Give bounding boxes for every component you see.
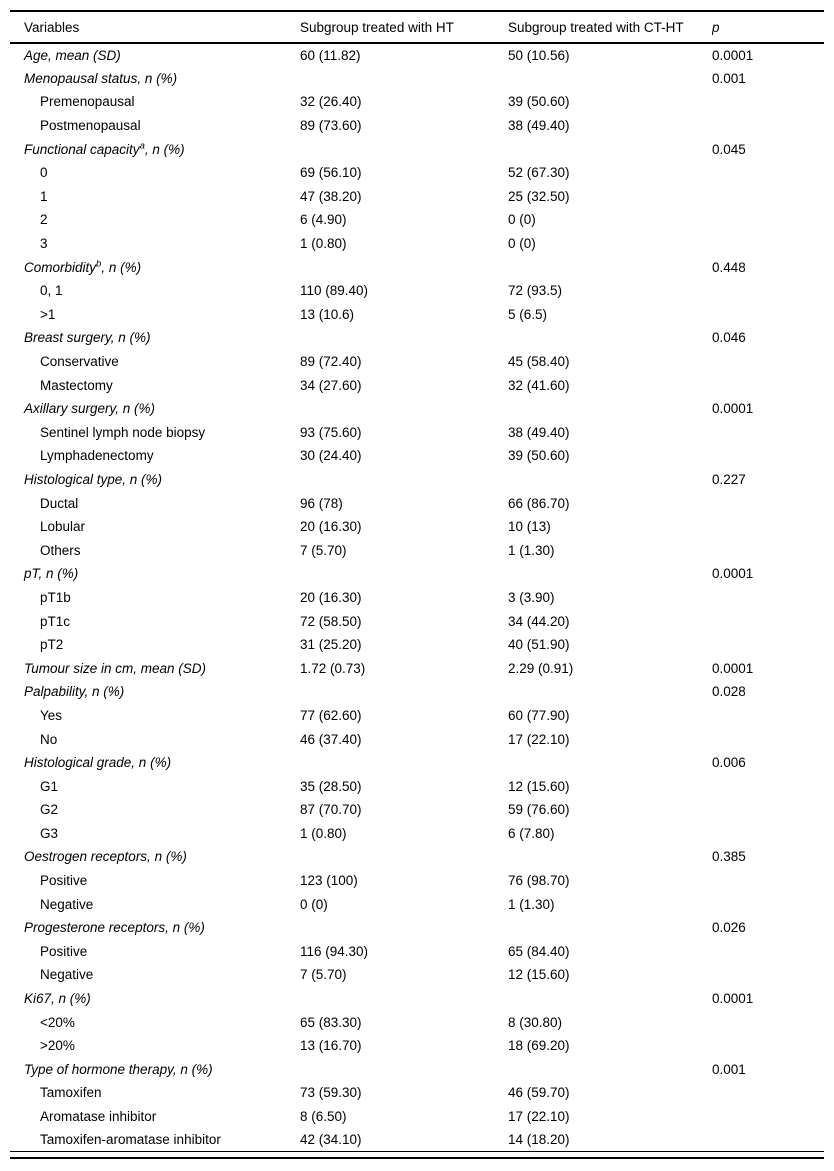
variable-label: Histological grade, n (%) bbox=[24, 755, 172, 771]
table-row bbox=[10, 538, 824, 562]
variable-label: Type of hormone therapy, n (%) bbox=[24, 1061, 213, 1077]
patient-characteristics-table bbox=[10, 10, 824, 1152]
variable-label: Comorbidity bbox=[24, 259, 97, 275]
variable-label: Tamoxifen bbox=[40, 1085, 102, 1101]
p-value-cell bbox=[712, 727, 824, 751]
ht-value-cell: 31 (25.20) bbox=[300, 637, 362, 653]
table-row bbox=[10, 350, 824, 374]
table-row bbox=[10, 397, 824, 421]
table-body bbox=[10, 43, 824, 1152]
variable-cell bbox=[10, 940, 300, 964]
table-row bbox=[10, 161, 824, 185]
ht-value-cell: 1.72 (0.73) bbox=[300, 660, 366, 676]
ht-value-cell: 0 (0) bbox=[300, 896, 328, 912]
ct-ht-value-cell: 72 (93.5) bbox=[508, 283, 563, 299]
ht-value-cell bbox=[300, 397, 508, 421]
ct-ht-value-cell: 1 (1.30) bbox=[508, 896, 555, 912]
ct-ht-value-cell: 39 (50.60) bbox=[508, 448, 570, 464]
ct-ht-value-cell: 32 (41.60) bbox=[508, 377, 570, 393]
variable-label-suffix: , n (%) bbox=[144, 141, 185, 157]
ct-ht-value-cell: 10 (13) bbox=[508, 519, 551, 535]
ht-value-cell: 1 (0.80) bbox=[300, 236, 347, 252]
p-value-cell bbox=[712, 185, 824, 209]
table-bottom-rule bbox=[10, 1157, 824, 1159]
variable-label: Menopausal status, n (%) bbox=[24, 70, 178, 86]
p-value-cell bbox=[712, 232, 824, 256]
p-value-cell bbox=[712, 586, 824, 610]
p-value-cell bbox=[712, 421, 824, 445]
ct-ht-value-cell bbox=[508, 916, 712, 940]
ct-ht-value-cell bbox=[508, 326, 712, 350]
p-value-cell: 0.006 bbox=[712, 755, 746, 771]
variable-label: Functional capacity bbox=[24, 141, 140, 157]
p-value-cell: 0.001 bbox=[712, 1061, 746, 1077]
ct-ht-value-cell: 46 (59.70) bbox=[508, 1085, 570, 1101]
p-value-cell bbox=[712, 350, 824, 374]
ct-ht-value-cell bbox=[508, 680, 712, 704]
variable-label: Sentinel lymph node biopsy bbox=[40, 424, 206, 440]
ct-ht-value-cell: 8 (30.80) bbox=[508, 1014, 563, 1030]
p-value-cell bbox=[712, 609, 824, 633]
variable-label: Age, mean (SD) bbox=[24, 47, 121, 63]
variable-label: Negative bbox=[40, 967, 94, 983]
variable-cell bbox=[10, 43, 300, 67]
p-value-cell bbox=[712, 303, 824, 327]
table-row bbox=[10, 137, 824, 161]
variable-label: Positive bbox=[40, 943, 88, 959]
variable-cell bbox=[10, 137, 300, 161]
ht-value-cell: 35 (28.50) bbox=[300, 778, 362, 794]
p-value-cell: 0.026 bbox=[712, 920, 746, 936]
ht-value-cell bbox=[300, 751, 508, 775]
variable-cell bbox=[10, 444, 300, 468]
variable-label: G2 bbox=[40, 802, 59, 818]
ct-ht-value-cell bbox=[508, 468, 712, 492]
p-value-cell: 0.0001 bbox=[712, 401, 754, 417]
variable-label: Palpability, n (%) bbox=[24, 684, 125, 700]
table-row bbox=[10, 255, 824, 279]
variable-cell bbox=[10, 963, 300, 987]
variable-label: 0, 1 bbox=[40, 283, 63, 299]
variable-cell bbox=[10, 326, 300, 350]
p-value-cell bbox=[712, 940, 824, 964]
p-value-cell bbox=[712, 279, 824, 303]
p-value-cell bbox=[712, 774, 824, 798]
table-row bbox=[10, 279, 824, 303]
table-row bbox=[10, 43, 824, 67]
table-row bbox=[10, 680, 824, 704]
variable-cell bbox=[10, 727, 300, 751]
table-row bbox=[10, 869, 824, 893]
table-row bbox=[10, 751, 824, 775]
variable-cell bbox=[10, 468, 300, 492]
variable-cell bbox=[10, 350, 300, 374]
variable-cell bbox=[10, 1105, 300, 1129]
ct-ht-value-cell: 45 (58.40) bbox=[508, 354, 570, 370]
variable-cell bbox=[10, 680, 300, 704]
ht-value-cell: 87 (70.70) bbox=[300, 802, 362, 818]
ht-value-cell: 20 (16.30) bbox=[300, 519, 362, 535]
ct-ht-value-cell bbox=[508, 751, 712, 775]
variable-cell bbox=[10, 279, 300, 303]
variable-label: >1 bbox=[40, 306, 56, 322]
p-value-cell bbox=[712, 704, 824, 728]
variable-cell bbox=[10, 562, 300, 586]
table-row bbox=[10, 940, 824, 964]
ct-ht-value-cell: 12 (15.60) bbox=[508, 778, 570, 794]
ht-value-cell: 60 (11.82) bbox=[300, 47, 361, 63]
ct-ht-value-cell bbox=[508, 255, 712, 279]
ct-ht-value-cell bbox=[508, 987, 712, 1011]
ct-ht-value-cell: 2.29 (0.91) bbox=[508, 660, 574, 676]
table-header-row bbox=[10, 11, 824, 43]
ht-value-cell bbox=[300, 255, 508, 279]
table-row bbox=[10, 586, 824, 610]
ct-ht-value-cell: 25 (32.50) bbox=[508, 188, 570, 204]
ht-value-cell bbox=[300, 67, 508, 91]
variable-label: Positive bbox=[40, 873, 88, 889]
variable-label: G3 bbox=[40, 825, 59, 841]
variable-cell bbox=[10, 538, 300, 562]
p-value-cell bbox=[712, 1034, 824, 1058]
ht-value-cell bbox=[300, 468, 508, 492]
p-value-cell: 0.227 bbox=[712, 471, 746, 487]
p-value-cell bbox=[712, 892, 824, 916]
table-row bbox=[10, 114, 824, 138]
variable-cell bbox=[10, 90, 300, 114]
table-row bbox=[10, 892, 824, 916]
ct-ht-value-cell: 52 (67.30) bbox=[508, 165, 570, 181]
ht-value-cell: 32 (26.40) bbox=[300, 94, 362, 110]
variable-cell bbox=[10, 303, 300, 327]
table-row bbox=[10, 421, 824, 445]
variable-cell bbox=[10, 515, 300, 539]
variable-label: Negative bbox=[40, 896, 94, 912]
p-value-cell bbox=[712, 1105, 824, 1129]
variable-label: Progesterone receptors, n (%) bbox=[24, 920, 205, 936]
ct-ht-value-cell: 39 (50.60) bbox=[508, 94, 570, 110]
ht-value-cell: 89 (73.60) bbox=[300, 118, 362, 134]
variable-label: Tamoxifen-aromatase inhibitor bbox=[40, 1132, 221, 1148]
p-value-cell bbox=[712, 114, 824, 138]
variable-cell bbox=[10, 1081, 300, 1105]
variable-label: 3 bbox=[40, 236, 48, 252]
p-value-cell bbox=[712, 633, 824, 657]
p-value-cell bbox=[712, 538, 824, 562]
ht-value-cell: 96 (78) bbox=[300, 495, 343, 511]
p-value-cell: 0.046 bbox=[712, 330, 746, 346]
p-value-cell bbox=[712, 1010, 824, 1034]
variable-label: No bbox=[40, 731, 58, 747]
variable-label: Oestrogen receptors, n (%) bbox=[24, 849, 187, 865]
table-row bbox=[10, 208, 824, 232]
variable-cell bbox=[10, 232, 300, 256]
ct-ht-value-cell: 6 (7.80) bbox=[508, 825, 555, 841]
ht-value-cell bbox=[300, 680, 508, 704]
ht-value-cell: 7 (5.70) bbox=[300, 967, 347, 983]
p-value-cell bbox=[712, 515, 824, 539]
table-row bbox=[10, 798, 824, 822]
ht-value-cell bbox=[300, 916, 508, 940]
ht-value-cell: 123 (100) bbox=[300, 873, 358, 889]
p-value-cell: 0.045 bbox=[712, 141, 746, 157]
variable-cell bbox=[10, 373, 300, 397]
p-value-cell bbox=[712, 822, 824, 846]
variable-label: pT2 bbox=[40, 637, 64, 653]
ct-ht-value-cell: 14 (18.20) bbox=[508, 1132, 570, 1148]
footnote-marker: b bbox=[96, 258, 102, 270]
table-row bbox=[10, 774, 824, 798]
table-row bbox=[10, 468, 824, 492]
table-row bbox=[10, 1034, 824, 1058]
p-value-cell: 0.001 bbox=[712, 70, 746, 86]
variable-cell bbox=[10, 916, 300, 940]
p-value-cell bbox=[712, 90, 824, 114]
variable-cell bbox=[10, 114, 300, 138]
ct-ht-value-cell: 50 (10.56) bbox=[508, 47, 570, 63]
variable-cell bbox=[10, 1128, 300, 1152]
variable-cell bbox=[10, 822, 300, 846]
ht-value-cell: 46 (37.40) bbox=[300, 731, 362, 747]
ct-ht-value-cell: 59 (76.60) bbox=[508, 802, 570, 818]
table-row bbox=[10, 232, 824, 256]
table-row bbox=[10, 185, 824, 209]
p-value-cell: 0.0001 bbox=[712, 991, 754, 1007]
table-row bbox=[10, 1105, 824, 1129]
variable-cell bbox=[10, 987, 300, 1011]
ct-ht-value-cell: 5 (6.5) bbox=[508, 306, 548, 322]
ct-ht-value-cell: 1 (1.30) bbox=[508, 542, 555, 558]
variable-label: 1 bbox=[40, 188, 48, 204]
ht-value-cell: 20 (16.30) bbox=[300, 589, 362, 605]
variable-cell bbox=[10, 586, 300, 610]
p-value-cell bbox=[712, 963, 824, 987]
variable-label: Lymphadenectomy bbox=[40, 448, 154, 464]
variable-label: Lobular bbox=[40, 519, 86, 535]
variable-cell bbox=[10, 1010, 300, 1034]
ct-ht-value-cell: 60 (77.90) bbox=[508, 707, 570, 723]
ht-value-cell: 110 (89.40) bbox=[300, 283, 369, 299]
variable-cell bbox=[10, 869, 300, 893]
p-value-cell: 0.385 bbox=[712, 849, 746, 865]
variable-label: <20% bbox=[40, 1014, 75, 1030]
variable-label-suffix: , n (%) bbox=[101, 259, 142, 275]
variable-label: Tumour size in cm, mean (SD) bbox=[24, 660, 207, 676]
variable-label: G1 bbox=[40, 778, 59, 794]
variable-cell bbox=[10, 208, 300, 232]
variable-cell bbox=[10, 656, 300, 680]
table-row bbox=[10, 987, 824, 1011]
p-value-cell bbox=[712, 491, 824, 515]
variable-cell bbox=[10, 185, 300, 209]
variable-cell bbox=[10, 892, 300, 916]
ct-ht-value-cell: 38 (49.40) bbox=[508, 424, 570, 440]
table-row bbox=[10, 727, 824, 751]
ht-value-cell: 34 (27.60) bbox=[300, 377, 362, 393]
ht-value-cell bbox=[300, 845, 508, 869]
ct-ht-value-cell bbox=[508, 137, 712, 161]
ht-value-cell bbox=[300, 326, 508, 350]
variable-label: Postmenopausal bbox=[40, 118, 141, 134]
variable-label: pT1b bbox=[40, 589, 71, 605]
variable-cell bbox=[10, 255, 300, 279]
ct-ht-value-cell: 3 (3.90) bbox=[508, 589, 555, 605]
variable-cell bbox=[10, 421, 300, 445]
p-value-cell: 0.0001 bbox=[712, 660, 754, 676]
ct-ht-value-cell bbox=[508, 562, 712, 586]
table-row bbox=[10, 704, 824, 728]
p-value-cell bbox=[712, 444, 824, 468]
ht-value-cell: 1 (0.80) bbox=[300, 825, 347, 841]
ht-value-cell: 69 (56.10) bbox=[300, 165, 362, 181]
variable-label: Yes bbox=[40, 707, 63, 723]
footnote-marker: a bbox=[139, 140, 145, 152]
ct-ht-value-cell: 17 (22.10) bbox=[508, 1109, 570, 1125]
variable-label: pT1c bbox=[40, 613, 71, 629]
ct-ht-value-cell: 38 (49.40) bbox=[508, 118, 570, 134]
table-row bbox=[10, 633, 824, 657]
table-row bbox=[10, 515, 824, 539]
variable-cell bbox=[10, 774, 300, 798]
variable-label: Breast surgery, n (%) bbox=[24, 330, 151, 346]
ht-value-cell: 89 (72.40) bbox=[300, 354, 362, 370]
variable-label: Aromatase inhibitor bbox=[40, 1109, 157, 1125]
header-subgroup-ht: Subgroup treated with HT bbox=[300, 11, 508, 43]
ht-value-cell: 73 (59.30) bbox=[300, 1085, 362, 1101]
variable-label: pT, n (%) bbox=[24, 566, 79, 582]
variable-cell bbox=[10, 491, 300, 515]
ct-ht-value-cell: 12 (15.60) bbox=[508, 967, 570, 983]
p-value-cell bbox=[712, 161, 824, 185]
header-p-value: p bbox=[712, 11, 824, 43]
ct-ht-value-cell: 65 (84.40) bbox=[508, 943, 570, 959]
table-row bbox=[10, 1010, 824, 1034]
variable-cell bbox=[10, 704, 300, 728]
table-row bbox=[10, 1081, 824, 1105]
table-row bbox=[10, 491, 824, 515]
ct-ht-value-cell: 0 (0) bbox=[508, 236, 536, 252]
variable-label: 0 bbox=[40, 165, 48, 181]
ht-value-cell bbox=[300, 987, 508, 1011]
p-value-cell: 0.0001 bbox=[712, 566, 754, 582]
ht-value-cell: 7 (5.70) bbox=[300, 542, 347, 558]
variable-label: Others bbox=[40, 542, 81, 558]
variable-label: Mastectomy bbox=[40, 377, 113, 393]
ht-value-cell: 65 (83.30) bbox=[300, 1014, 362, 1030]
ht-value-cell: 47 (38.20) bbox=[300, 188, 362, 204]
ht-value-cell: 77 (62.60) bbox=[300, 707, 362, 723]
ht-value-cell bbox=[300, 137, 508, 161]
table-row bbox=[10, 326, 824, 350]
variable-cell bbox=[10, 751, 300, 775]
variable-label: Premenopausal bbox=[40, 94, 135, 110]
table-row bbox=[10, 963, 824, 987]
variable-cell bbox=[10, 845, 300, 869]
ht-value-cell: 42 (34.10) bbox=[300, 1132, 362, 1148]
ht-value-cell: 6 (4.90) bbox=[300, 212, 347, 228]
variable-label: 2 bbox=[40, 212, 48, 228]
p-value-cell bbox=[712, 1128, 824, 1152]
variable-label: Ki67, n (%) bbox=[24, 991, 91, 1007]
p-value-cell bbox=[712, 798, 824, 822]
variable-label: >20% bbox=[40, 1038, 75, 1054]
header-subgroup-ct-ht: Subgroup treated with CT-HT bbox=[508, 11, 712, 43]
variable-cell bbox=[10, 798, 300, 822]
variable-cell bbox=[10, 1058, 300, 1082]
ct-ht-value-cell: 66 (86.70) bbox=[508, 495, 570, 511]
variable-label: Axillary surgery, n (%) bbox=[24, 401, 156, 417]
table-row bbox=[10, 373, 824, 397]
ht-value-cell: 93 (75.60) bbox=[300, 424, 362, 440]
ht-value-cell: 72 (58.50) bbox=[300, 613, 362, 629]
table-row bbox=[10, 562, 824, 586]
ct-ht-value-cell: 34 (44.20) bbox=[508, 613, 570, 629]
ct-ht-value-cell bbox=[508, 845, 712, 869]
variable-cell bbox=[10, 609, 300, 633]
table-row bbox=[10, 303, 824, 327]
ht-value-cell: 13 (10.6) bbox=[300, 306, 355, 322]
header-variables: Variables bbox=[10, 11, 300, 43]
ht-value-cell: 30 (24.40) bbox=[300, 448, 362, 464]
table-row bbox=[10, 916, 824, 940]
p-value-cell bbox=[712, 1081, 824, 1105]
ct-ht-value-cell: 0 (0) bbox=[508, 212, 536, 228]
variable-cell bbox=[10, 67, 300, 91]
p-value-cell: 0.0001 bbox=[712, 47, 754, 63]
ct-ht-value-cell bbox=[508, 397, 712, 421]
p-value-cell: 0.028 bbox=[712, 684, 746, 700]
table-row bbox=[10, 822, 824, 846]
ct-ht-value-cell: 17 (22.10) bbox=[508, 731, 570, 747]
ct-ht-value-cell: 76 (98.70) bbox=[508, 873, 570, 889]
table-row bbox=[10, 1058, 824, 1082]
ct-ht-value-cell: 18 (69.20) bbox=[508, 1038, 570, 1054]
ct-ht-value-cell bbox=[508, 67, 712, 91]
table-row bbox=[10, 67, 824, 91]
table-row bbox=[10, 845, 824, 869]
p-value-cell bbox=[712, 373, 824, 397]
ct-ht-value-cell: 40 (51.90) bbox=[508, 637, 570, 653]
variable-cell bbox=[10, 1034, 300, 1058]
ht-value-cell bbox=[300, 1058, 508, 1082]
p-value-cell: 0.448 bbox=[712, 259, 746, 275]
ht-value-cell bbox=[300, 562, 508, 586]
variable-label: Histological type, n (%) bbox=[24, 471, 163, 487]
ht-value-cell: 116 (94.30) bbox=[300, 943, 369, 959]
table-row bbox=[10, 90, 824, 114]
variable-cell bbox=[10, 161, 300, 185]
variable-cell bbox=[10, 633, 300, 657]
variable-label: Conservative bbox=[40, 354, 119, 370]
table-row bbox=[10, 444, 824, 468]
table-row bbox=[10, 656, 824, 680]
ht-value-cell: 8 (6.50) bbox=[300, 1109, 347, 1125]
table-row bbox=[10, 1128, 824, 1152]
variable-cell bbox=[10, 397, 300, 421]
variable-label: Ductal bbox=[40, 495, 79, 511]
table-row bbox=[10, 609, 824, 633]
ct-ht-value-cell bbox=[508, 1058, 712, 1082]
p-value-cell bbox=[712, 208, 824, 232]
p-value-cell bbox=[712, 869, 824, 893]
ht-value-cell: 13 (16.70) bbox=[300, 1038, 362, 1054]
